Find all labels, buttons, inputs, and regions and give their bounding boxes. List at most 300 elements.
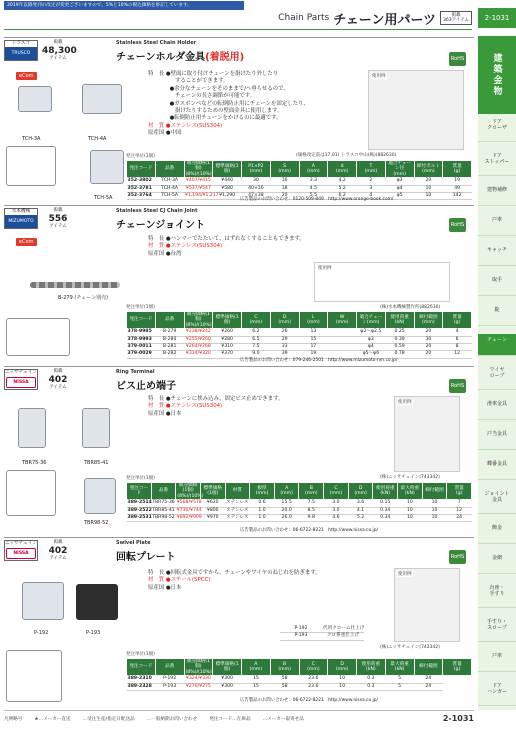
legend-item: …メーカー取寄せ品 [262, 716, 304, 722]
table-cell: 3.3 [299, 178, 328, 185]
table-cell: 13 [299, 329, 328, 336]
section-divider [4, 537, 474, 538]
table-cell: 12 [443, 351, 472, 358]
header-title-jp: チェーン用パーツ [333, 12, 437, 28]
chain-image [30, 282, 120, 288]
column-header: A (mm) [299, 161, 328, 178]
table-cell: 24 [414, 676, 443, 683]
column-header: 品番 [155, 161, 184, 178]
table-cell: 4.2 [328, 178, 357, 185]
footer [4, 710, 474, 726]
column-header: 発注コード [127, 161, 156, 178]
table-cell: 20 [414, 351, 443, 358]
origin-line: 原産国 ●中国 [148, 130, 182, 137]
table-cell: 389-2328 [127, 683, 156, 690]
table-cell: 26 [270, 329, 299, 336]
sidebar-item[interactable]: 戸車 [478, 650, 516, 672]
table-cell: 7 [447, 500, 472, 507]
table-cell: 0.3 [357, 676, 386, 683]
table-cell: 29 [270, 336, 299, 343]
product-label: P-192 [34, 630, 49, 636]
table-cell: 389-2514 [127, 500, 152, 506]
column-header: A (mm) [274, 483, 299, 500]
table-cell: φ5～φ6 [357, 351, 386, 358]
table-cell: 5 [385, 676, 414, 683]
column-header: B (mm) [270, 659, 299, 676]
table-cell: 30 [414, 336, 443, 343]
maker-item-count: 掲載 402 アイテム [48, 540, 68, 561]
table-cell: P-192 [280, 626, 322, 633]
table-cell: ¥238/¥242 [185, 329, 211, 335]
column-header: C (mm) [242, 312, 271, 329]
sidebar-item[interactable]: 蝶番金具 [478, 458, 516, 480]
table-cell: 10 [328, 683, 357, 690]
column-header: 使用荷重 (kN) [373, 483, 398, 500]
table-cell: 10 [422, 500, 447, 507]
feature-line: ●ガスボンベなどの転倒防止用にチェーンを固定したり、 [148, 100, 309, 107]
table-cell: P-192 [155, 676, 184, 683]
table-cell: 6 [443, 336, 472, 343]
table-cell: 0.6 [250, 500, 275, 507]
page-number: 2-1031 [442, 714, 474, 723]
table-cell: 4 [443, 329, 472, 336]
table-cell: TBR98-52 [152, 515, 175, 521]
table-cell: TCH-4A [155, 185, 184, 192]
table-cell: 3.6 [348, 500, 373, 507]
table-cell [328, 329, 357, 336]
usage-photo: 使用例 [394, 568, 460, 642]
product-name-en: Stainless Steel Chain Holder [116, 40, 197, 46]
column-header: d (mm) [328, 161, 357, 178]
order-unit: 発注単位(1個) [126, 652, 155, 657]
column-header: 適合チェーン径 (mm) [385, 161, 414, 178]
table-cell: 58 [270, 676, 299, 683]
contact-info: 広告製品のお問い合わせ：06-6722-8221 http://www.nissa.co.jp/ [240, 698, 378, 703]
table-cell: 19 [443, 178, 472, 185]
column-header: 販売価格(1個) (8%)/(10%) [185, 312, 212, 328]
column-header: 標準価格(1個) [213, 312, 242, 329]
table-cell: φ3 [385, 178, 414, 185]
table-cell: 3 [357, 185, 386, 192]
table-cell: 15 [242, 683, 271, 690]
table-cell: B-282 [155, 351, 184, 358]
sidebar-item[interactable]: キャッチ [478, 244, 516, 266]
column-header: 適合チェーン(mm) [357, 312, 386, 329]
dimension-drawing [6, 650, 62, 702]
table-cell: 0.15 [373, 500, 398, 507]
sidebar-item[interactable]: 戸車 [478, 214, 516, 236]
table-cell: TBR85-41 [152, 507, 175, 513]
table-cell: ¥314/¥320 [185, 351, 211, 357]
origin-line: 原産国 ●台湾 [148, 250, 182, 257]
table-cell: 15.5 [274, 500, 299, 507]
legend-item: ★…メーカー直送 [34, 716, 71, 722]
table-cell: 4.1 [348, 507, 373, 514]
table-cell: 24 [414, 683, 443, 690]
table-cell: ¥310 [213, 344, 242, 351]
column-header: 質量 (g) [443, 312, 472, 329]
table-row [127, 500, 472, 507]
table-cell: 6.5 [242, 336, 271, 343]
column-header: D (mm) [348, 483, 373, 500]
contact-info: 広告製品のお問い合わせ：079-246-2501 http://www.mizumoto-nm.co.jp/ [240, 358, 398, 363]
table-cell: クロ系塗仕上げ [322, 633, 364, 640]
column-header: 標準価格(1個) [213, 659, 242, 676]
table-cell: 10 [328, 676, 357, 683]
header-title-en: Chain Parts [278, 13, 330, 23]
maker-badge: 水本機械 MIZUMOTO [4, 208, 38, 229]
table-cell: ステンレス [226, 500, 249, 506]
sidebar-item[interactable]: 取手 [478, 274, 516, 296]
product-name-jp: チェーンジョイント [116, 220, 206, 231]
feature-line: 特 長 ●回転式金具ですから、チェーンやワイヤのねじれを防ぎます。 [148, 570, 321, 576]
table-cell: 0.78 [385, 351, 414, 358]
column-header: 発注コード [127, 659, 156, 676]
column-header: 発注コード [127, 312, 156, 329]
sidebar-item[interactable]: ドア ストッパー [478, 150, 516, 176]
table-row [280, 633, 364, 640]
column-header: 締付ボルト(mm) [414, 161, 443, 178]
sidebar-item[interactable]: 飾金 [478, 522, 516, 544]
table-cell: 0.34 [373, 507, 398, 514]
product-label: B-279 (チェーン別売) [58, 295, 109, 301]
table-cell: ¥1,290 [213, 193, 242, 200]
table-cell: 10 [398, 500, 423, 507]
sidebar-item[interactable]: ジョイント 金具 [478, 488, 516, 514]
spec-table [126, 658, 472, 691]
table-cell: 8.5 [299, 507, 324, 514]
product-image-tbr98 [84, 478, 116, 514]
feature-list [148, 396, 283, 418]
column-header: 販売価格(1個) (8%)/(10%) [185, 659, 212, 675]
section1-header [4, 40, 474, 68]
table-cell: 2 [357, 178, 386, 185]
material-line: 材 質 ●ステンレス(SUS304) [148, 122, 223, 129]
table-cell [328, 344, 357, 351]
sidebar-item[interactable]: 錠 [478, 304, 516, 326]
table-cell: ¥970 [200, 515, 225, 522]
table-cell: ¥800 [200, 507, 225, 514]
table-cell: TCH-3A [155, 178, 184, 185]
table-cell: ¥580 [213, 185, 242, 192]
table-cell: 17 [299, 344, 328, 351]
product-image-p192 [22, 582, 64, 620]
product-image-tch5a [90, 150, 124, 184]
product-name-jp: ビス止め端子 [116, 381, 176, 392]
table-cell: 19 [299, 351, 328, 358]
column-header: 使用荷重 (kN) [357, 659, 386, 676]
column-header: P1×P2 (mm) [242, 161, 271, 178]
table-cell: 389-2531 [127, 515, 152, 521]
table-cell: ¥324/¥330 [185, 676, 211, 682]
product-image-p193 [76, 584, 118, 620]
table-cell: 5.2 [328, 185, 357, 192]
table-cell: 10 [398, 515, 423, 522]
table-row [127, 676, 472, 683]
product-name-en: Swivel Plate [116, 540, 151, 546]
table-cell: 379-0011 [127, 344, 156, 351]
table-cell: P-193 [155, 683, 184, 690]
table-cell: φ5 [385, 193, 414, 200]
section-divider [4, 37, 474, 38]
table-cell: 9.0 [242, 351, 271, 358]
feature-line: 掛けたりするための壁面金具に使用します。 [148, 108, 283, 115]
column-header: 標準価格(1個) [213, 161, 242, 178]
table-cell: 10 [398, 507, 423, 514]
rohs-badge: RoHS [449, 550, 466, 564]
table-cell: ¥620 [200, 500, 225, 507]
product-name-jp: 回転プレート [116, 552, 176, 563]
table-row [127, 515, 472, 522]
table-cell: 47×38 [242, 193, 271, 200]
column-header: D (mm) [328, 659, 357, 676]
origin-line: 原産国 ●日本 [148, 584, 182, 591]
table-row [127, 178, 472, 185]
table-cell: 4.5 [299, 185, 328, 192]
product-label: TCH-4A [88, 136, 107, 142]
legend-item: …一般納期お問い合わせ [146, 716, 198, 722]
product-label: TCH-5A [94, 195, 113, 201]
table-cell: 15 [242, 676, 271, 683]
section-divider [4, 205, 474, 206]
page-header [210, 8, 476, 28]
table-cell: 378-9985 [127, 329, 156, 336]
feature-line: ●転倒防止用チェーンをかけるのに最適です。 [148, 115, 282, 122]
price-notice-banner: 2019年以降発刊の改定が変更ございますので、5%と10%の税込価格を併記しています。 [4, 1, 244, 10]
table-cell: 389-2310 [127, 676, 156, 683]
item-count-box: 掲載 363アイテム [440, 11, 472, 25]
table-row [127, 329, 472, 336]
table-cell: 389-2522 [127, 507, 152, 513]
table-cell: 0.59 [385, 344, 414, 351]
photo-caption: (株)ニッサチェイン(743342) [380, 475, 440, 480]
table-cell: 7.5 [299, 500, 324, 507]
table-cell: 20 [270, 193, 299, 200]
section2-header [4, 208, 474, 236]
table-cell: 20.0 [274, 507, 299, 514]
table-cell: 6.2 [328, 193, 357, 200]
column-header: L (mm) [299, 312, 328, 329]
table-cell: 352-3781 [127, 185, 156, 192]
table-cell: 352-3764 [127, 193, 156, 200]
table-row [127, 683, 472, 690]
sidebar-item[interactable]: チェーン [478, 334, 516, 356]
header-divider [4, 29, 472, 30]
table-cell: ¥370 [213, 351, 242, 358]
table-cell: 379-0029 [127, 351, 156, 358]
table-cell: 12 [447, 507, 472, 514]
maker-badge: ニッサチェイン NISSA [4, 369, 38, 390]
sidebar-item[interactable]: 滑車金具 [478, 398, 516, 420]
table-cell: 352-3802 [127, 178, 156, 185]
product-image-tch4a [82, 84, 122, 114]
table-cell: ステンレス [226, 515, 249, 521]
table-cell: 20 [414, 344, 443, 351]
table-cell: 23.6 [299, 676, 328, 683]
feature-list [148, 71, 309, 138]
table-cell: 1.0 [250, 507, 275, 514]
maker-item-count: 掲載 556 アイテム [48, 208, 68, 229]
sidebar-item[interactable]: ワイヤ ロープ [478, 364, 516, 390]
product-name-en: Stainless Steel CJ Chain Joint [116, 208, 198, 214]
feature-line: 特 長 ●チェーンに挟み込み、固定ビス止めできます。 [148, 396, 284, 402]
table-cell: ¥270/¥275 [185, 683, 211, 689]
table-cell: 39 [270, 351, 299, 358]
product-image-tch3a [18, 86, 52, 112]
table-cell: B-279 [155, 329, 184, 336]
legend-item: 凡例略号 [4, 716, 23, 722]
table-cell: 20 [414, 329, 443, 336]
table-row [280, 626, 364, 633]
material-line: 材 質 ●スチール(SPCC) [148, 577, 211, 584]
table-cell: TBR75-36 [152, 500, 175, 506]
spec-table [126, 311, 472, 359]
table-cell: 15 [299, 336, 328, 343]
column-header: 締付範囲 [414, 659, 443, 676]
product-label: TBR98-52 [84, 520, 109, 526]
table-cell: 10 [422, 515, 447, 522]
page-tab: 2-1031 [478, 8, 516, 28]
column-header: 販売価格(1個) (8%)/(10%) [185, 161, 212, 177]
column-header: 品番 [155, 659, 184, 676]
product-label: TCH-3A [22, 136, 41, 142]
column-header: 発注コード [127, 483, 152, 500]
origin-line: 原産国 ●日本 [148, 410, 182, 417]
column-header: 品番 [151, 483, 176, 500]
sidebar-main-category[interactable]: 建築金物 [478, 36, 516, 114]
sidebar-item[interactable]: ドア ハンガー [478, 680, 516, 706]
dimension-drawing [6, 470, 56, 516]
usage-photo: 使用例 [394, 396, 460, 472]
dimension-drawing [6, 146, 56, 186]
column-header: 材質 [225, 483, 250, 500]
product-image-tbr85 [82, 408, 110, 448]
feature-line: チェーンの長さ調節が可能です。 [148, 93, 256, 100]
table-cell: 0.25 [385, 329, 414, 336]
table-cell: 30 [242, 178, 271, 185]
table-cell: B-281 [155, 344, 184, 351]
table-cell: 5.2 [348, 515, 373, 522]
table-cell: ¥280 [213, 336, 242, 343]
usage-diagram: 使用例 [314, 262, 450, 302]
table-cell: 0.34 [373, 515, 398, 522]
feature-line: することができます。 [148, 78, 229, 85]
product-label: TBR75-36 [22, 460, 47, 466]
column-header: 締付範囲 [422, 483, 447, 500]
column-header: W (mm) [328, 312, 357, 329]
table-cell: 8 [443, 344, 472, 351]
maker-item-count: 掲載 402 アイテム [48, 369, 68, 390]
product-name-en: Ring Terminal [116, 369, 155, 375]
table-cell: 24 [447, 515, 472, 522]
photo-caption: (株)水本機械製作所(882630) [380, 305, 441, 310]
table-cell: 7.5 [242, 344, 271, 351]
feature-line: 特 長 ●ハンマーでたたいて、はずれなくすることもできます。 [148, 236, 305, 242]
column-header: 品番 [155, 312, 184, 329]
sidebar-item[interactable]: 建物補修 [478, 184, 516, 206]
sidebar-item[interactable]: 戸当金具 [478, 428, 516, 450]
table-cell: 5 [385, 683, 414, 690]
column-header: 販売価格(1個) (8%)/(10%) [177, 483, 204, 499]
table-cell: ¥300 [213, 683, 242, 690]
table-cell: P-193 [280, 633, 322, 640]
legend-item: 発注コード…在庫品 [209, 716, 251, 722]
column-header: T (mm) [357, 161, 386, 178]
column-header: 質量 (g) [447, 483, 472, 500]
column-header: 最大荷重 (kN) [398, 483, 423, 500]
column-header: 最大荷重 (kN) [385, 659, 414, 676]
table-cell [328, 336, 357, 343]
table-cell: B-280 [155, 336, 184, 343]
material-line: 材 質 ●ステンレス(SUS304) [148, 403, 223, 410]
sidebar-item[interactable]: 手すり・ スロープ [478, 616, 516, 642]
column-header: 使用荷重 (kN) [385, 312, 414, 329]
feature-list [148, 570, 321, 592]
column-header: C (mm) [299, 659, 328, 676]
table-cell: ¥260 [213, 329, 242, 336]
material-line: 材 質 ●ステンレス(SUS304) [148, 243, 223, 250]
table-cell: ¥440 [213, 178, 242, 185]
product-name-jp: チェーンホルダ金具(着脱用) [116, 52, 245, 63]
sidebar-item[interactable]: 金網 [478, 552, 516, 574]
maker-item-count: 掲載 48,300 アイテム [42, 40, 77, 61]
table-cell: 5.5 [299, 193, 328, 200]
table-cell: φ3 [357, 336, 386, 343]
table-cell: 4 [357, 193, 386, 200]
feature-list [148, 236, 305, 258]
product-label: TBR85-41 [84, 460, 109, 466]
contact-info: 広告製品のお問い合わせ：0120-509-849 http://www.orange-book.com/ [240, 197, 394, 202]
table-cell: 18 [270, 185, 299, 192]
table-cell: 10 [414, 193, 443, 200]
feature-line: ●余分なチェーンをそのままで/へ垂らせるので、 [148, 85, 289, 92]
table-cell: ¥568/¥578 [176, 500, 202, 506]
column-header: S (mm) [270, 161, 299, 178]
order-unit: 発注単位(1個) [126, 154, 155, 159]
ecom-icon: eCom [16, 238, 37, 246]
table-row [127, 336, 472, 343]
usage-photo: 使用例 [368, 70, 464, 150]
table-row [127, 507, 472, 514]
table-cell: 10 [414, 185, 443, 192]
maker-badge: ニッサチェイン NISSA [4, 540, 38, 561]
sidebar-item[interactable]: ドア クローザ [478, 116, 516, 142]
table-cell: 23.6 [299, 683, 328, 690]
table-cell: ¥730/¥744 [176, 507, 202, 513]
table-cell: ¥407/¥415 [185, 178, 211, 184]
product-label: P-193 [86, 630, 101, 636]
table-cell: 9.8 [299, 515, 324, 522]
sidebar-item[interactable]: 台座・ 手すり [478, 582, 516, 608]
table-cell: 58 [270, 683, 299, 690]
table-row [127, 344, 472, 351]
table-cell: 142 [443, 193, 472, 200]
order-unit: 発注単位(1個) [126, 305, 155, 310]
legend-item: …受注生産/指定日配送品 [82, 716, 135, 722]
table-cell: ¥264/¥268 [185, 344, 211, 350]
table-cell: 20 [414, 178, 443, 185]
photo-caption: (株)ニッサチェイン(743342) [380, 645, 440, 650]
rohs-badge: RoHS [449, 218, 466, 232]
table-cell: 10 [422, 507, 447, 514]
table-cell: 0.39 [385, 336, 414, 343]
column-header: 板厚 (mm) [250, 483, 275, 500]
table-cell: ¥255/¥260 [185, 336, 211, 342]
maker-badge: トラスコ TRUSCO [4, 40, 38, 61]
column-header: B (mm) [299, 483, 324, 500]
table-cell: 49 [443, 185, 472, 192]
table-cell: φ4 [385, 185, 414, 192]
